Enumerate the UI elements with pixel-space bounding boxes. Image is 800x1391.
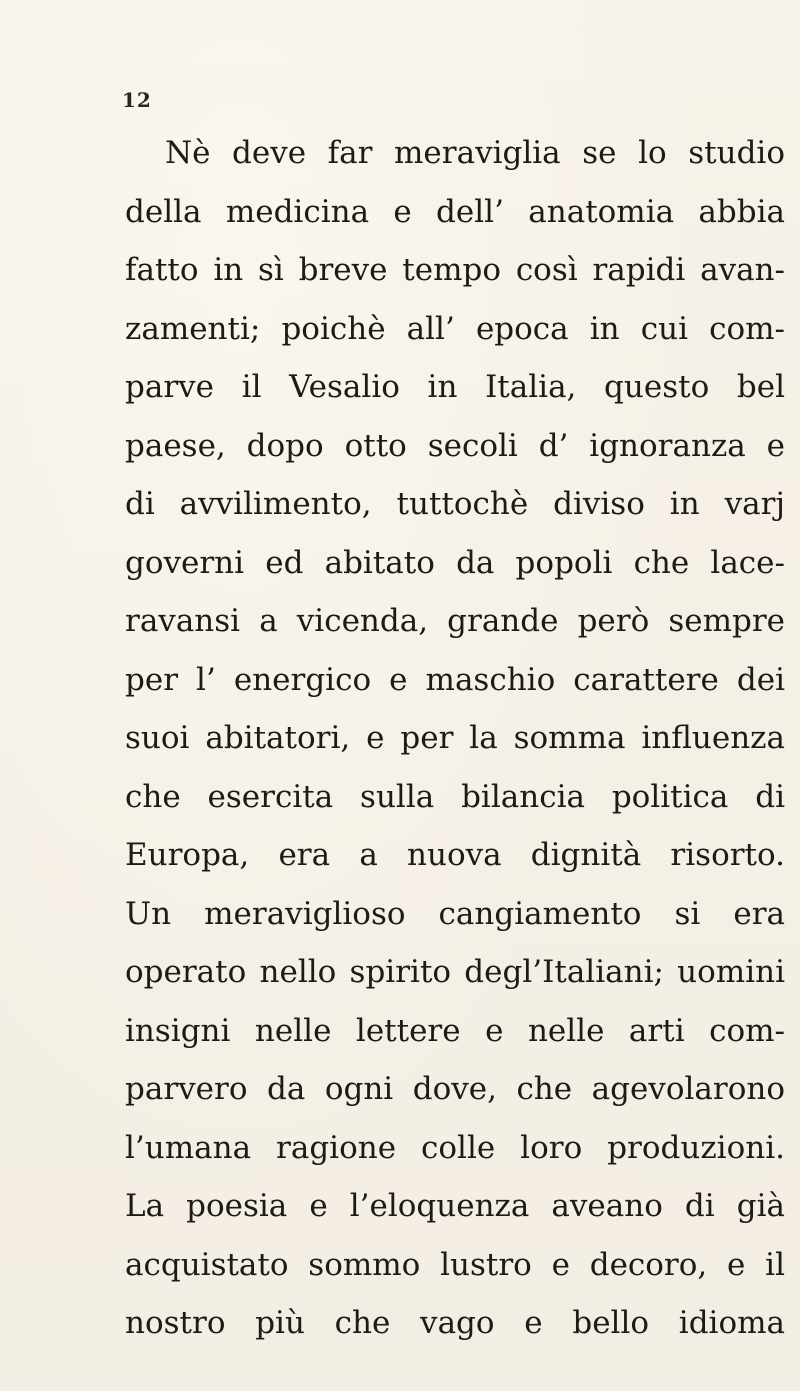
- body-text: [125, 124, 785, 1353]
- text-line: suoi abitatori, e per la somma influenza: [125, 720, 785, 756]
- text-line: che esercita sulla bilancia politica di: [125, 778, 785, 815]
- text-line: ravansi a vicenda, grande però sempre: [125, 603, 785, 639]
- text-line: La poesia e l’eloquenza aveano di già: [125, 1188, 785, 1224]
- text-line: zamenti; poichè all’ epoca in cui com-: [125, 310, 785, 347]
- text-line: nostro più che vago e bello idioma: [125, 1305, 785, 1341]
- text-line: insigni nelle lettere e nelle arti com-: [125, 1012, 785, 1049]
- text-line: di avvilimento, tuttochè diviso in varj: [125, 486, 785, 522]
- text-line: fatto in sì breve tempo così rapidi avan-: [125, 252, 785, 288]
- text-line: Un meraviglioso cangiamento si era: [125, 895, 785, 932]
- text-line: Nè deve far meraviglia se lo studio: [165, 135, 785, 171]
- text-line: della medicina e dell’ anatomia abbia: [125, 193, 785, 230]
- text-line: governi ed abitato da popoli che lace-: [125, 544, 785, 581]
- text-line: acquistato sommo lustro e decoro, e il: [125, 1246, 785, 1283]
- page-number: 12: [122, 88, 152, 112]
- text-line: paese, dopo otto secoli d’ ignoranza e: [125, 427, 785, 464]
- text-line: parvero da ogni dove, che agevolarono: [125, 1071, 785, 1107]
- text-line: Europa, era a nuova dignità risorto.: [125, 837, 785, 873]
- text-line: per l’ energico e maschio carattere dei: [125, 661, 785, 698]
- text-line: l’umana ragione colle loro produzioni.: [125, 1129, 785, 1166]
- text-line: operato nello spirito degl’Italiani; uomini: [125, 954, 785, 990]
- text-line: parve il Vesalio in Italia, questo bel: [125, 369, 785, 405]
